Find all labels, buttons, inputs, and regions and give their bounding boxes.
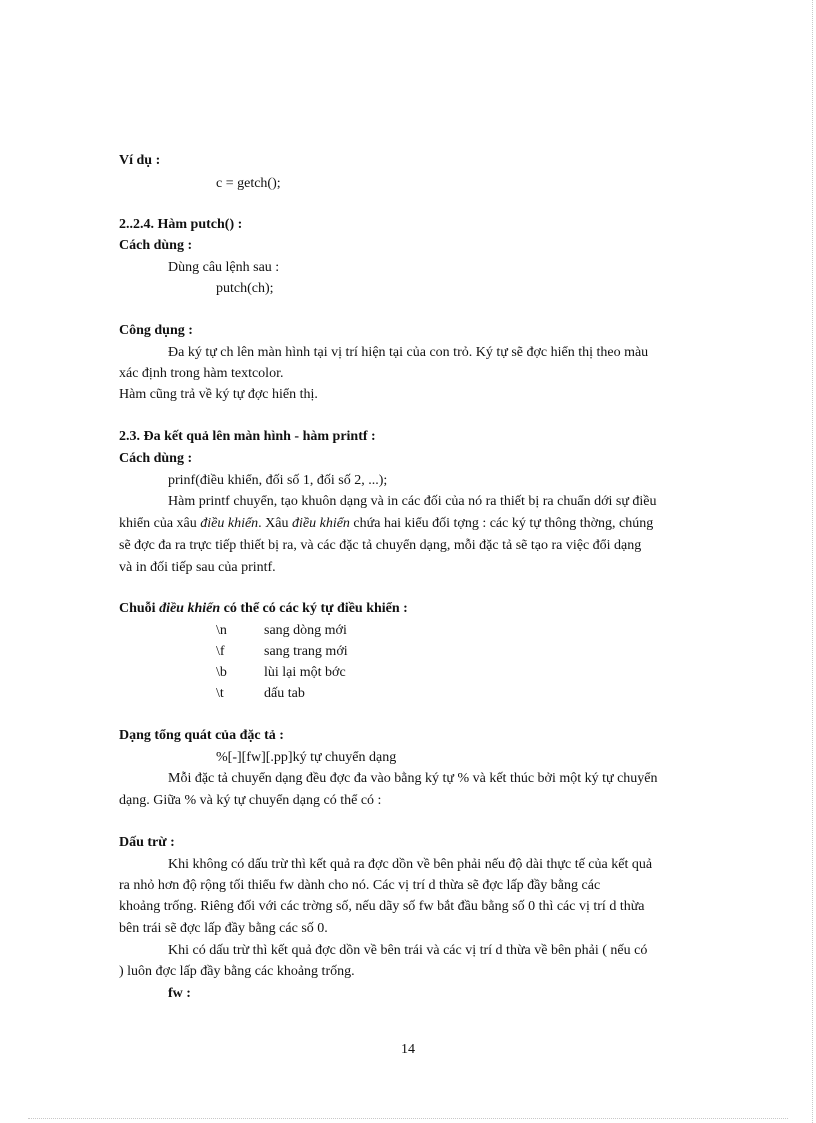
fw-label: fw :: [168, 986, 191, 1001]
control-item-desc: sang dòng mới: [264, 623, 347, 638]
putch-effect-line2: xác định trong hàm textcolor.: [119, 366, 284, 381]
spec-format: %[-][fw][.pp]ký tự chuyển dạng: [216, 750, 397, 765]
control-item-code: \f: [216, 644, 225, 659]
control-item-code: \b: [216, 665, 227, 680]
control-item-code: \n: [216, 623, 227, 638]
putch-usage-text: Dùng câu lệnh sau :: [168, 260, 280, 275]
spec-line2: dạng. Giữa % và ký tự chuyển dạng có thể có :: [119, 793, 382, 808]
printf-p1-line4: và in đối tiếp sau của printf.: [119, 560, 276, 575]
control-heading-c: có thể có các ký tự điều khiển :: [220, 601, 408, 616]
minus-line5: Khi có dấu trừ thì kết quả đợc dồn về bên trái và các vị trí d thừa về bên phải ( nếu có: [168, 943, 648, 958]
control-item-desc: sang trang mới: [264, 644, 348, 659]
minus-heading: Dấu trừ :: [119, 835, 175, 850]
printf-p1-line2-b: điều khiển: [200, 516, 259, 531]
minus-line4: bên trái sẽ đợc lấp đầy bằng các số 0.: [119, 921, 328, 936]
printf-p1-line1: Hàm printf chuyển, tạo khuôn dạng và in các đối của nó ra thiết bị ra chuẩn dới sự điều: [168, 494, 657, 509]
control-heading-a: Chuỗi: [119, 601, 160, 616]
printf-usage-label: Cách dùng :: [119, 451, 193, 466]
putch-usage-code: putch(ch);: [216, 281, 274, 296]
putch-effect-line3: Hàm cũng trả về ký tự đợc hiển thị.: [119, 387, 318, 402]
printf-syntax: prinf(điều khiển, đối số 1, đối số 2, ...);: [168, 473, 388, 488]
control-heading: [119, 600, 408, 618]
minus-line6: ) luôn đợc lấp đầy bằng các khoảng trống.: [119, 964, 355, 979]
control-item-desc: lùi lại một bớc: [264, 665, 346, 680]
control-item-code: \t: [216, 686, 224, 701]
putch-usage-label: Cách dùng :: [119, 238, 193, 253]
control-item-desc: dấu tab: [264, 686, 305, 701]
printf-p1-line2-e: chứa hai kiểu đối tợng : các ký tự thông thờng, chúng: [349, 516, 654, 531]
putch-effect-line1: Đa ký tự ch lên màn hình tại vị trí hiện tại của con trỏ. Ký tự sẽ đợc hiển thị theo màu: [168, 345, 649, 360]
printf-p1-line2-d: điều khiển: [292, 516, 350, 531]
putch-heading: 2..2.4. Hàm putch() :: [119, 217, 243, 232]
putch-effect-label: Công dụng :: [119, 323, 193, 338]
minus-line1: Khi không có dấu trừ thì kết quả ra đợc dồn về bên phải nếu độ dài thực tế của kết quả: [168, 857, 653, 872]
vidu-label: Ví dụ :: [119, 153, 161, 168]
printf-p1-line3: sẽ đợc đa ra trực tiếp thiết bị ra, và các đặc tả chuyển dạng, mỗi đặc tả sẽ tạo ra việc đổi dạng: [119, 538, 642, 553]
spec-line1: Mỗi đặc tả chuyển dạng đều đợc đa vào bằng ký tự % và kết thúc bởi một ký tự chuyển: [168, 771, 658, 786]
vidu-code: c = getch();: [216, 176, 281, 191]
printf-p1-line2-c: . Xâu: [258, 516, 292, 531]
page-bottom-border: [28, 1118, 788, 1119]
control-heading-b: điều khiển: [159, 601, 221, 616]
minus-line2: ra nhỏ hơn độ rộng tối thiểu fw dành cho nó. Các vị trí d thừa sẽ đợc lấp đầy bằng các: [119, 878, 601, 893]
page-right-border: [812, 0, 813, 1123]
printf-heading: 2.3. Đa kết quả lên màn hình - hàm printf :: [119, 429, 376, 444]
spec-heading: Dạng tổng quát của đặc tả :: [119, 728, 284, 743]
minus-line3: khoảng trống. Riêng đối với các trờng số, nếu dãy số fw bắt đầu bằng số 0 thì các vị trí d thừa: [119, 899, 645, 914]
printf-p1-line2-a: khiển của xâu: [119, 516, 201, 531]
page-number: 14: [401, 1042, 415, 1057]
printf-p1-line2: [119, 515, 653, 533]
